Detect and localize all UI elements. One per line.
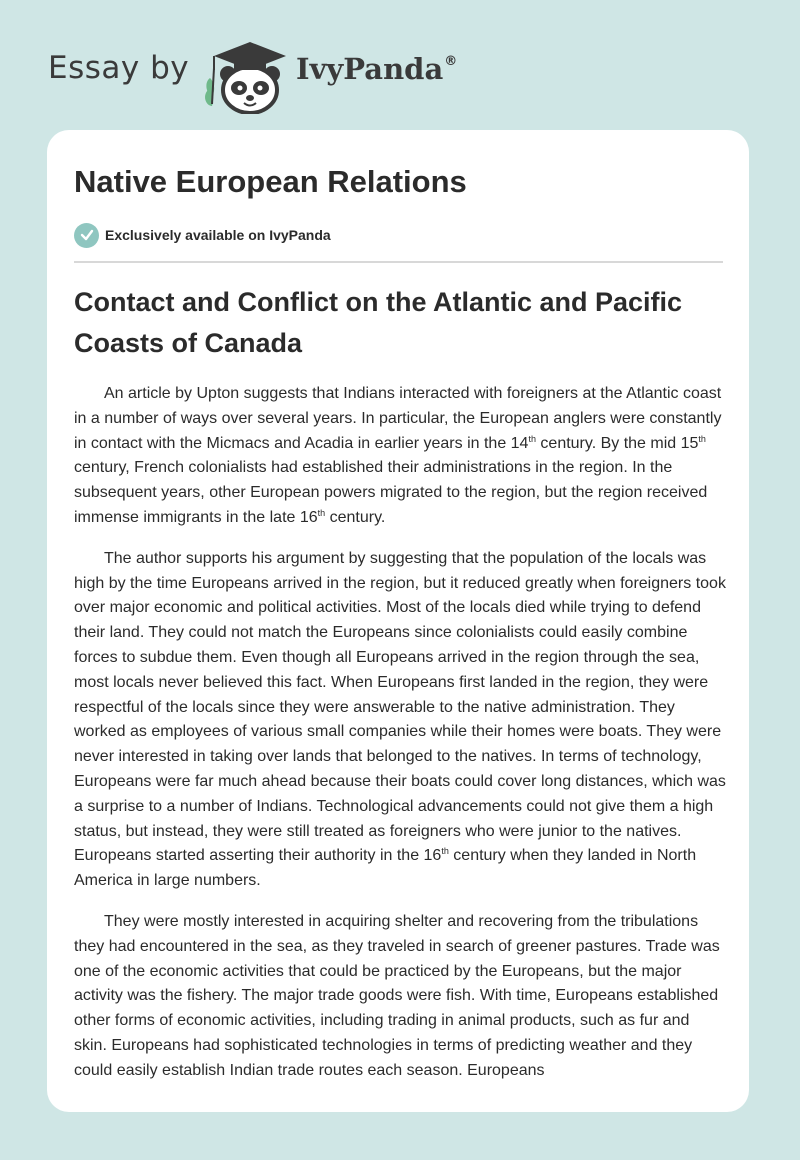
p1-sup-3: th — [317, 507, 326, 518]
page-title: Native European Relations — [74, 164, 467, 199]
paragraph-1 — [74, 382, 726, 531]
essay-card — [47, 130, 749, 1112]
p1-text-a: An article by Upton suggests that Indians interacted with foreigners at the Atlantic coast in a number of ways over several years. In particular, the European anglers were constantly in contact with the Micmacs and Acadia in earlier years in the 14 — [74, 385, 722, 452]
exclusive-badge-label: Exclusively available on IvyPanda — [105, 227, 331, 243]
p2-text-b: century when they landed in North America in large numbers. — [74, 847, 697, 890]
p1-text-c: century, French colonialists had established their administrations in the region. In the subsequent years, other European powers migrated to the region, but the region received immense immigrants in the late 16 — [74, 459, 708, 526]
p1-text-d: century. — [325, 508, 386, 526]
p2-text-a: The author supports his argument by suggesting that the population of the locals was high by the time Europeans arrived in the region, but it reduced greatly when foreigners took over major economic and political activities. Most of the locals died while trying to defend their land. They could not match the Europeans since colonialists could easily combine forces to subdue them. Even though all Europeans arrived in the region through the sea, most locals never believed this fact. When Europeans first landed in the region, they were respectful of the locals since they were answerable to the native administration. They worked as employees of various small companies while their homes were boats. They were never interested in taking over lands that belonged to the natives. In terms of technology, Europeans were far much ahead because their boats could cover long distances, which was a surprise to a number of Indians. Technological advancements could not give them a high status, but instead, they were still treated as foreigners who were junior to the natives. Europeans started asserting their authority in the 16 — [74, 549, 726, 865]
p2-sup-1: th — [441, 846, 449, 857]
brand-name[interactable] — [296, 52, 457, 86]
check-icon — [74, 223, 99, 248]
registered-mark: ® — [444, 54, 458, 69]
p1-sup-1: th — [528, 433, 536, 444]
paragraph-2 — [74, 547, 726, 894]
essay-body — [74, 382, 726, 1100]
p1-text-b: century. By the mid 15 — [535, 434, 699, 452]
section-heading: Contact and Conflict on the Atlantic and Pacific Coasts of Canada — [74, 287, 683, 358]
divider — [74, 261, 723, 263]
brand-text[interactable]: IvyPanda — [296, 52, 444, 86]
essay-by-label: Essay by — [48, 50, 190, 86]
exclusive-badge — [74, 222, 331, 248]
paragraph-3: They were mostly interested in acquiring shelter and recovering from the tribulations they had encountered in the sea, as they traveled in search of greener pastures. Trade was one of the economic activities that could be practiced by the Europeans, but the major activity was the fishery. The major trade goods were fish. With time, Europeans established other forms of economic activities, including trading in animal products, such as fur and skin. Europeans had sophisticated technologies in terms of predicting weather and they could easily establish Indian trade routes each season. Europeans — [74, 912, 720, 1079]
panda-logo-icon[interactable] — [198, 34, 294, 114]
p1-sup-2: th — [698, 433, 706, 444]
site-header — [0, 0, 800, 130]
